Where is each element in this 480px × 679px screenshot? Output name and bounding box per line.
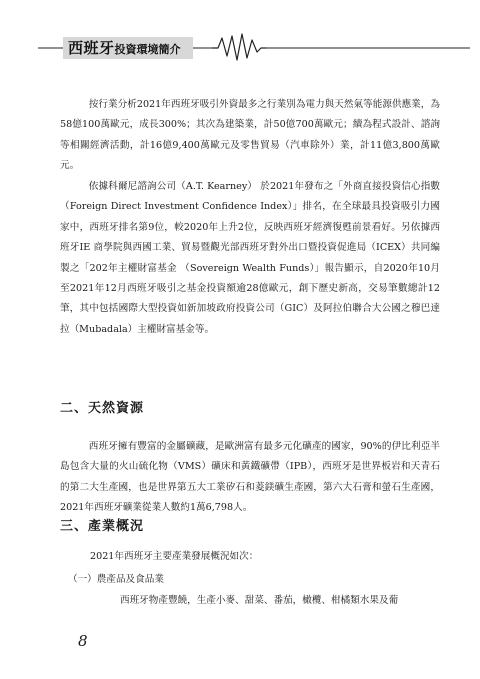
section-heading-natural-resources: 二、天然資源 (60, 401, 145, 416)
subheading-agriculture-food: （一）農產品及食品業 (68, 574, 164, 585)
agriculture-text: 西班牙物產豐饒，生產小麥、甜菜、番茄，橄欖、柑橘類水果及葡 (120, 595, 399, 606)
header-title-sub: 投資環境簡介 (114, 43, 181, 56)
header-title-main: 西班牙 (68, 39, 115, 57)
paragraph-mineral-resources: 西班牙擁有豐富的金屬礦藏，是歐洲富有最多元化礦產的國家，90%的伊比利亞半島包含大量的火山硫化物（VMS）礦床和黃鐵礦帶（IPB），西班牙是世界板岩和天青石的第二大生產國，也是世界第五大工業矽石和菱鎂礦生產國，第六大石膏和螢石生產國，2021年西班牙礦業從業人數約1萬6,798人。 (60, 441, 440, 514)
heartbeat-wave-decoration (0, 0, 480, 70)
page-header (0, 0, 480, 70)
paragraph-fdi-by-industry: 按行業分析2021年西班牙吸引外資最多之行業別為電力與天然氣等能源供應業，為58億100萬歐元，成長300%；其次為建築業，計50億700萬歐元；續為程式設計、諮詢等相關經濟活動，計16億9,400萬歐元及零售貿易（汽車除外）業，計11億3,800萬歐元。 (60, 99, 440, 172)
page-number: 8 (78, 632, 88, 650)
industry-intro-text: 2021年西班牙主要產業發展概況如次： (90, 551, 259, 562)
paragraph-fdi-confidence-index: 依據科爾尼諮詢公司（A.T. Kearney） 於2021年發布之「外商直接投資信心指數（Foreign Direct Investment Confidence Index）」排名，在全球最具投資吸引力國家中，西班牙排名第9位，較2020年上升2位，反映西班牙經濟復甦前景看好。另依據西班牙IE 商學院與西國工業、貿易暨觀光部西班牙對外出口暨投資促進局（ICEX）共同編製之「202年主權財富基金 （Sovereign Wealth Funds）」報告顯示，自2020年10月至2021年12月西班牙吸引之基金投資額逾28億歐元，創下歷史新高，交易筆數總計12筆，其中包括國際大型投資如新加坡政府投資公司（GIC）及阿拉伯聯合大公國之穆巴達拉（Mubadala）主權財富基金等。 (60, 181, 440, 335)
section-heading-industry-overview: 三、產業概況 (60, 519, 145, 534)
